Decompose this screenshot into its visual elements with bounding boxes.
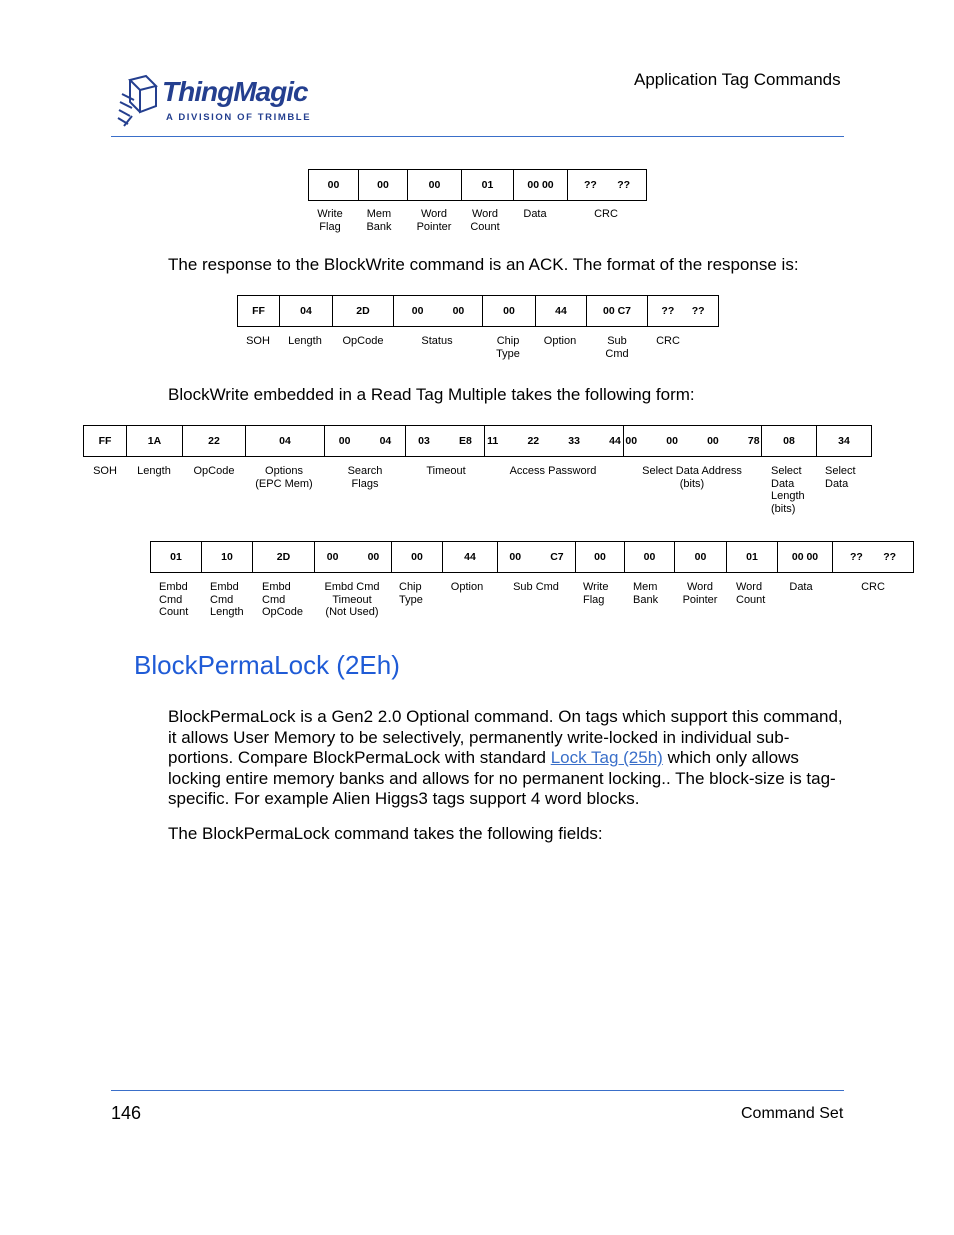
table-cell: 00 C7 [498,542,576,573]
field-label: Option [543,335,577,347]
field-label: Sub Cmd [513,581,559,593]
embedded-command-table [83,425,872,457]
header-rule [111,136,844,137]
field-label: SOH [246,335,270,347]
table-cell: FF [238,296,280,327]
logo-mark-icon [116,72,162,130]
response-paragraph: The response to the BlockWrite command is an ACK. The format of the response is: [168,255,799,274]
table-cell: 34 [817,426,872,457]
table-row [238,296,719,327]
embedded-paragraph: BlockWrite embedded in a Read Tag Multiple takes the following form: [168,385,695,404]
field-label: Word Pointer [416,208,452,233]
logo-subtitle: A DIVISION OF TRIMBLE [166,112,312,123]
field-label: Select Data Address (bits) [642,465,742,490]
lock-tag-link[interactable]: Lock Tag (25h) [550,748,663,767]
field-label: Length [137,465,171,477]
footer-rule [111,1090,844,1091]
embedded-write-table [150,541,914,573]
table-cell: FF [84,426,127,457]
table-cell: 03 E8 [406,426,485,457]
table-cell: 10 [202,542,253,573]
table-cell: 04 [280,296,333,327]
field-label: Timeout [426,465,466,477]
footer-section: Command Set [741,1105,844,1122]
section-heading: BlockPermaLock (2Eh) [134,650,400,680]
table-cell: 00 [483,296,536,327]
fields-intro-paragraph: The BlockPermaLock command takes the following fields: [168,824,603,843]
table-cell: 01 [462,170,514,201]
field-label: Chip Type [399,581,423,606]
table-cell: 00 00 [394,296,483,327]
field-label: Option [450,581,484,593]
field-label: OpCode [193,465,235,477]
table-cell: 00 [576,542,625,573]
table-cell: ?? ?? [648,296,719,327]
table-cell: 2D [253,542,315,573]
field-label: Length [288,335,322,347]
table-row [84,426,872,457]
table-cell: 11 22 33 44 [485,426,624,457]
table-cell: 00 [675,542,727,573]
field-label: Word Count [470,208,500,233]
field-label: Word Count [736,581,766,606]
table-cell: 44 [536,296,587,327]
field-label: Write Flag [583,581,609,606]
field-label: CRC [656,335,680,347]
table-row [309,170,647,201]
field-label: Sub Cmd [605,335,629,360]
field-label: OpCode [342,335,384,347]
table-cell: ?? ?? [568,170,647,201]
table-cell: 44 [443,542,498,573]
field-label: SOH [93,465,117,477]
field-label: Data [523,208,547,220]
field-label: Embd Cmd Count [159,581,189,618]
field-label: Select Data [825,465,856,490]
table-cell: 00 00 [514,170,568,201]
table-cell: 22 [183,426,246,457]
blockwrite-command-table [308,169,647,201]
field-label: CRC [861,581,885,593]
table-cell: 00 00 00 78 [624,426,762,457]
table-cell: 00 04 [325,426,406,457]
field-label: Mem Bank [366,208,392,233]
thingmagic-logo [116,72,316,132]
table-row [151,542,914,573]
table-cell: 00 [408,170,462,201]
table-cell: 08 [762,426,817,457]
table-cell: 00 00 [778,542,833,573]
field-label: Word Pointer [682,581,718,606]
field-label: Data [789,581,813,593]
field-label: Status [421,335,453,347]
header-title: Application Tag Commands [634,70,841,89]
table-cell: 00 [309,170,359,201]
field-label: Select Data Length (bits) [771,465,805,515]
blockwrite-response-table [237,295,719,327]
blockpermalock-description [168,707,848,810]
field-label: Embd Cmd OpCode [262,581,303,618]
table-cell: 01 [151,542,202,573]
field-label: Access Password [509,465,597,477]
field-label: CRC [594,208,618,220]
field-label: Chip Type [496,335,520,360]
table-cell: 00 [359,170,408,201]
table-cell: 00 C7 [587,296,648,327]
description-text: BlockPermaLock is a Gen2 2.0 Optional command. On tags which support this command, it allows User Memory to be selectively, permanently write-locked in individual sub-portions. Compare BlockPermaLock with standard [168,707,843,767]
field-label: Mem Bank [633,581,659,606]
logo-wordmark: ThingMagic [162,76,308,107]
table-cell: 1A [127,426,183,457]
field-label: Options (EPC Mem) [255,465,313,490]
table-cell: ?? ?? [833,542,914,573]
page-number: 146 [111,1103,142,1123]
table-cell: 00 00 [315,542,392,573]
table-cell: 2D [333,296,394,327]
field-label: Embd Cmd Timeout (Not Used) [324,581,380,618]
description-text: which only allows locking entire memory banks and allows for no permanent locking.. The block-size is tag-specific. For example Alien Higgs3 tags support 4 word blocks. [168,748,836,808]
field-label: Search Flags [347,465,383,490]
field-label: Embd Cmd Length [210,581,244,618]
table-cell: 00 [625,542,675,573]
table-cell: 01 [727,542,778,573]
table-cell: 00 [392,542,443,573]
field-label: Write Flag [317,208,343,233]
table-cell: 04 [246,426,325,457]
